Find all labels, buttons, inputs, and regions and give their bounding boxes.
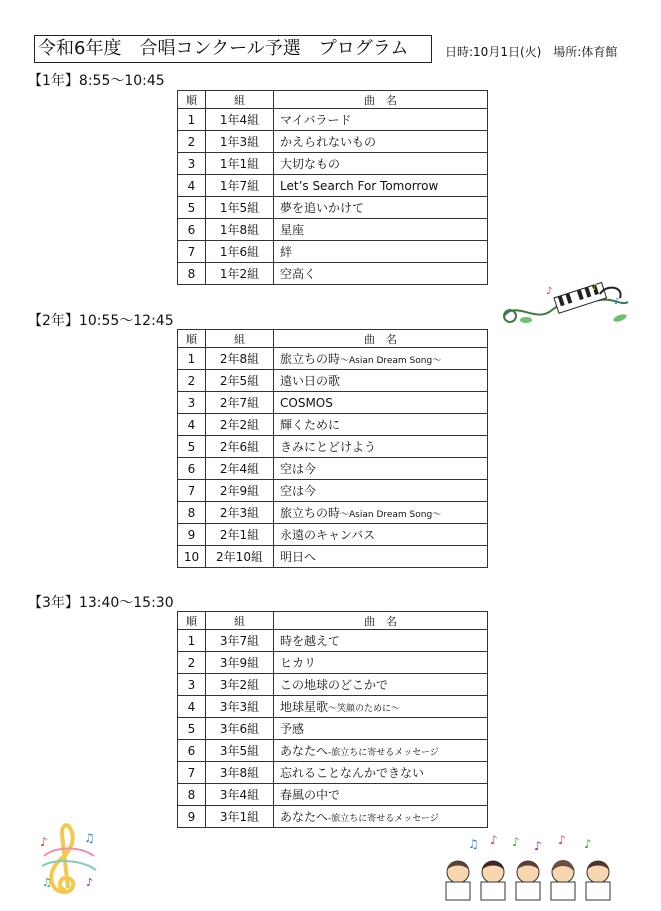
- col-header-class: 組: [206, 91, 274, 109]
- song-cell: [274, 241, 488, 263]
- class-cell: 1年2組: [206, 263, 274, 285]
- table-row: [178, 370, 488, 392]
- song-cell: [274, 436, 488, 458]
- song-cell: [274, 197, 488, 219]
- song-cell: [274, 806, 488, 828]
- svg-text:♪: ♪: [614, 297, 620, 307]
- order-cell: 7: [178, 241, 206, 263]
- song-title: きみにとどけよう: [280, 440, 377, 454]
- svg-text:♪: ♪: [512, 835, 520, 849]
- song-title: 夢を追いかけて: [280, 201, 365, 215]
- song-cell: [274, 131, 488, 153]
- class-cell: 2年5組: [206, 370, 274, 392]
- song-title: 時を越えて: [280, 634, 341, 648]
- order-cell: 4: [178, 696, 206, 718]
- class-cell: 3年7組: [206, 630, 274, 652]
- table-row: [178, 348, 488, 370]
- table-row: [178, 175, 488, 197]
- class-cell: 1年6組: [206, 241, 274, 263]
- svg-text:♪: ♪: [592, 283, 598, 293]
- song-title: 絆: [280, 245, 293, 259]
- song-subtitle: -旅立ちに寄せるメッセージ: [328, 748, 439, 758]
- order-cell: 3: [178, 153, 206, 175]
- song-subtitle: ～笑顔のために～: [328, 704, 401, 714]
- table-row: [178, 718, 488, 740]
- col-header-order: 順: [178, 330, 206, 348]
- song-subtitle: ～Asian Dream Song～: [340, 510, 442, 520]
- class-cell: 2年4組: [206, 458, 274, 480]
- class-cell: 2年8組: [206, 348, 274, 370]
- song-title: 旅立ちの時: [280, 352, 341, 366]
- song-cell: [274, 784, 488, 806]
- page-title: 令和6年度 合唱コンクール予選 プログラム: [34, 35, 432, 63]
- song-title: Let’s Search For Tomorrow: [280, 178, 439, 193]
- svg-text:♪: ♪: [40, 835, 48, 849]
- section-heading-grade2: 【2年】10:55～12:45: [28, 313, 174, 329]
- table-row: [178, 392, 488, 414]
- order-cell: 2: [178, 652, 206, 674]
- svg-text:♫: ♫: [84, 831, 95, 845]
- order-cell: 6: [178, 740, 206, 762]
- song-title: 明日へ: [280, 550, 317, 564]
- song-title: COSMOS: [280, 395, 333, 410]
- table-row: [178, 652, 488, 674]
- song-title: 永遠のキャンバス: [280, 528, 376, 542]
- song-cell: [274, 219, 488, 241]
- song-title: 忘れることなんかできない: [280, 766, 425, 780]
- song-cell: [274, 502, 488, 524]
- order-cell: 7: [178, 480, 206, 502]
- table-header-row: [178, 330, 488, 348]
- song-subtitle: -旅立ちに寄せるメッセージ: [328, 814, 439, 824]
- svg-text:♪: ♪: [490, 833, 498, 847]
- class-cell: 3年3組: [206, 696, 274, 718]
- table-row: [178, 197, 488, 219]
- class-cell: 2年2組: [206, 414, 274, 436]
- class-cell: 1年4組: [206, 109, 274, 131]
- col-header-order: 順: [178, 91, 206, 109]
- table-row: [178, 696, 488, 718]
- table-row: [178, 674, 488, 696]
- class-cell: 3年5組: [206, 740, 274, 762]
- song-cell: [274, 674, 488, 696]
- col-header-order: 順: [178, 612, 206, 630]
- order-cell: 6: [178, 219, 206, 241]
- song-cell: [274, 762, 488, 784]
- order-cell: 8: [178, 502, 206, 524]
- order-cell: 4: [178, 414, 206, 436]
- svg-text:♪: ♪: [534, 839, 542, 853]
- song-cell: [274, 153, 488, 175]
- col-header-class: 組: [206, 612, 274, 630]
- song-title: かえられないもの: [280, 135, 377, 149]
- song-cell: [274, 263, 488, 285]
- order-cell: 5: [178, 718, 206, 740]
- keyboard-vine-icon: [496, 280, 636, 336]
- date-location-info: 日時:10月1日(火) 場所:体育館: [445, 45, 618, 59]
- class-cell: 2年9組: [206, 480, 274, 502]
- class-cell: 1年7組: [206, 175, 274, 197]
- table-row: [178, 414, 488, 436]
- order-cell: 1: [178, 109, 206, 131]
- song-cell: [274, 524, 488, 546]
- svg-text:♪: ♪: [546, 286, 553, 297]
- class-cell: 3年2組: [206, 674, 274, 696]
- song-title: あなたへ: [280, 744, 329, 758]
- table-row: [178, 480, 488, 502]
- song-title: マイバラード: [280, 113, 352, 127]
- song-title: ヒカリ: [280, 656, 317, 670]
- class-cell: 2年7組: [206, 392, 274, 414]
- class-cell: 1年3組: [206, 131, 274, 153]
- svg-text:♫: ♫: [468, 837, 479, 851]
- table-row: [178, 131, 488, 153]
- class-cell: 1年8組: [206, 219, 274, 241]
- program-table-grade3: [177, 611, 488, 828]
- order-cell: 1: [178, 630, 206, 652]
- song-cell: [274, 370, 488, 392]
- treble-clef-icon: [36, 816, 102, 898]
- table-row: [178, 263, 488, 285]
- class-cell: 3年9組: [206, 652, 274, 674]
- class-cell: 3年6組: [206, 718, 274, 740]
- table-row: [178, 153, 488, 175]
- class-cell: 2年1組: [206, 524, 274, 546]
- table-row: [178, 458, 488, 480]
- class-cell: 3年4組: [206, 784, 274, 806]
- section-heading-grade3: 【3年】13:40～15:30: [28, 595, 174, 611]
- table-row: [178, 806, 488, 828]
- section-heading-grade1: 【1年】8:55～10:45: [28, 73, 165, 89]
- song-cell: [274, 630, 488, 652]
- song-cell: [274, 458, 488, 480]
- song-cell: [274, 652, 488, 674]
- order-cell: 7: [178, 762, 206, 784]
- song-cell: [274, 740, 488, 762]
- table-row: [178, 630, 488, 652]
- song-cell: [274, 175, 488, 197]
- song-title: 空は今: [280, 462, 317, 476]
- table-header-row: [178, 91, 488, 109]
- order-cell: 10: [178, 546, 206, 568]
- table-row: [178, 784, 488, 806]
- song-cell: [274, 348, 488, 370]
- order-cell: 8: [178, 263, 206, 285]
- table-row: [178, 740, 488, 762]
- class-cell: 1年1組: [206, 153, 274, 175]
- song-title: 星座: [280, 223, 305, 237]
- table-row: [178, 436, 488, 458]
- order-cell: 6: [178, 458, 206, 480]
- song-title: 空は今: [280, 484, 317, 498]
- table-row: [178, 762, 488, 784]
- class-cell: 2年3組: [206, 502, 274, 524]
- order-cell: 9: [178, 524, 206, 546]
- song-title: 地球星歌: [280, 700, 329, 714]
- order-cell: 1: [178, 348, 206, 370]
- class-cell: 3年8組: [206, 762, 274, 784]
- class-cell: 3年1組: [206, 806, 274, 828]
- table-row: [178, 502, 488, 524]
- order-cell: 4: [178, 175, 206, 197]
- song-title: 春風の中で: [280, 788, 341, 802]
- order-cell: 8: [178, 784, 206, 806]
- song-cell: [274, 109, 488, 131]
- song-cell: [274, 480, 488, 502]
- song-title: 旅立ちの時: [280, 506, 341, 520]
- song-title: 予感: [280, 722, 305, 736]
- order-cell: 9: [178, 806, 206, 828]
- program-table-grade1: [177, 90, 488, 285]
- table-row: [178, 546, 488, 568]
- class-cell: 2年10組: [206, 546, 274, 568]
- table-header-row: [178, 612, 488, 630]
- song-title: 空高く: [280, 267, 317, 281]
- song-subtitle: ～Asian Dream Song～: [340, 356, 442, 366]
- svg-text:♪: ♪: [558, 833, 566, 847]
- children-choir-icon: [438, 832, 628, 902]
- order-cell: 5: [178, 436, 206, 458]
- song-cell: [274, 696, 488, 718]
- svg-text:♫: ♫: [42, 876, 52, 889]
- song-cell: [274, 546, 488, 568]
- order-cell: 3: [178, 674, 206, 696]
- song-title: 遠い日の歌: [280, 374, 341, 388]
- order-cell: 3: [178, 392, 206, 414]
- table-row: [178, 524, 488, 546]
- song-cell: [274, 718, 488, 740]
- song-title: 大切なもの: [280, 157, 341, 171]
- col-header-class: 組: [206, 330, 274, 348]
- song-title: この地球のどこかで: [280, 678, 389, 692]
- song-title: 輝くために: [280, 418, 341, 432]
- class-cell: 1年5組: [206, 197, 274, 219]
- class-cell: 2年6組: [206, 436, 274, 458]
- col-header-song: 曲 名: [274, 91, 488, 109]
- col-header-song: 曲 名: [274, 330, 488, 348]
- order-cell: 5: [178, 197, 206, 219]
- col-header-song: 曲 名: [274, 612, 488, 630]
- order-cell: 2: [178, 131, 206, 153]
- table-row: [178, 219, 488, 241]
- song-cell: [274, 392, 488, 414]
- table-row: [178, 109, 488, 131]
- svg-text:♪: ♪: [584, 837, 592, 851]
- program-table-grade2: [177, 329, 488, 568]
- svg-text:♪: ♪: [86, 876, 94, 889]
- song-title: あなたへ: [280, 810, 329, 824]
- table-row: [178, 241, 488, 263]
- order-cell: 2: [178, 370, 206, 392]
- song-cell: [274, 414, 488, 436]
